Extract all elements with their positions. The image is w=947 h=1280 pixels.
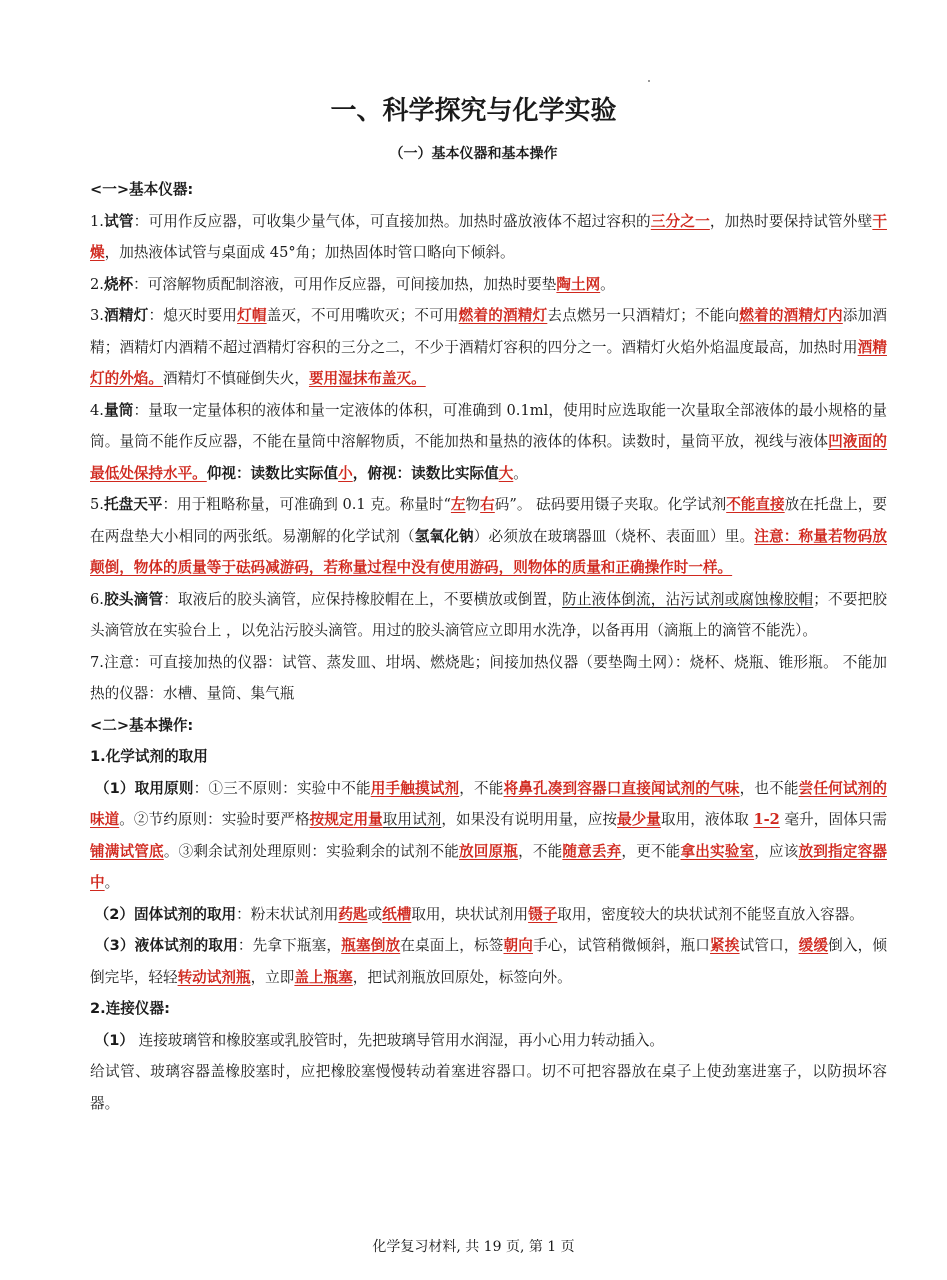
item-dropper: 6.胶头滴管：取液后的胶头滴管，应保持橡胶帽在上，不要横放或倒置，防止液体倒流，沾污试剂或腐蚀橡胶帽；不要把胶头滴管放在实验台上 ，以免沾污胶头滴管。用过的胶头滴管应立即用水洗净，以备再用（滴瓶上的滴管不能洗）。 <box>90 590 887 639</box>
para-connecting-2: 给试管、玻璃容器盖橡胶塞时，应把橡胶塞慢慢转动着塞进容器口。切不可把容器放在桌子上使劲塞进塞子，以防损坏容器。 <box>90 1063 887 1112</box>
subsection-connecting: 2.连接仪器: <box>90 1000 170 1017</box>
para-connecting-1: （1） 连接玻璃管和橡胶塞或乳胶管时，先把玻璃导管用水润湿，再小心用力转动插入。 <box>94 1031 665 1049</box>
page-title: 一、科学探究与化学实验 <box>330 96 617 126</box>
item-balance: 5.托盘天平：用于粗略称量，可准确到 0.1 克。称量时“左物右码”。 砝码要用镊子夹取。化学试剂不能直接放在托盘上，要在两盘垫大小相同的两张纸。易潮解的化学试剂（氢氧化钠）必须放在玻璃器皿（烧杯、表面皿）里。注意：称量若物码放颠倒，物体的质量等于砝码减游码，若称量过程中没有使用游码，则物体的质量和正确操作时一样。 <box>90 496 887 576</box>
item-beaker: 2.烧杯：可溶解物质配制溶液，可用作反应器，可间接加热，加热时要垫陶土网。 <box>90 275 615 293</box>
item-test-tube: 1.试管：可用作反应器，可收集少量气体，可直接加热。加热时盛放液体不超过容积的三分之一，加热时要保持试管外壁干燥，加热液体试管与桌面成 45°角；加热固体时管口略向下倾斜。 <box>90 212 887 261</box>
scan-speck <box>648 80 650 82</box>
page-footer: 化学复习材料, 共 19 页, 第 1 页 <box>372 1239 575 1255</box>
section-heading-instruments: <一>基本仪器: <box>90 181 194 198</box>
page-subtitle: （一）基本仪器和基本操作 <box>389 146 558 162</box>
para-solid-reagents: （2）固体试剂的取用：粉末状试剂用药匙或纸槽取用，块状试剂用镊子取用，密度较大的块状试剂不能竖直放入容器。 <box>94 905 864 923</box>
para-principles: （1）取用原则：①三不原则：实验中不能用手触摸试剂，不能将鼻孔凑到容器口直接闻试剂的气味，也不能尝任何试剂的味道。②节约原则：实验时要严格按规定用量取用试剂，如果没有说明用量，应按最少量取用，液体取 1-2 毫升，固体只需铺满试管底。③剩余试剂处理原则：实验剩余的试剂不能放回原瓶，不能随意丢弃，更不能拿出实验室，应该放到指定容器中。 <box>90 779 887 891</box>
item-note: 7.注意：可直接加热的仪器：试管、蒸发皿、坩埚、燃烧匙；间接加热仪器（要垫陶土网）：烧杯、烧瓶、锥形瓶。 不能加热的仪器：水槽、量筒、集气瓶 <box>90 653 887 702</box>
item-alcohol-lamp: 3.酒精灯：熄灭时要用灯帽盖灭，不可用嘴吹灭；不可用燃着的酒精灯去点燃另一只酒精灯；不能向燃着的酒精灯内添加酒精；酒精灯内酒精不超过酒精灯容积的三分之二，不少于酒精灯容积的四分之一。酒精灯火焰外焰温度最高，加热时用酒精灯的外焰。酒精灯不慎碰倒失火，要用湿抹布盖灭。 <box>90 307 887 387</box>
content-body <box>90 174 887 1119</box>
section-heading-operations: <二>基本操作: <box>90 716 194 734</box>
item-graduated-cylinder: 4.量筒：量取一定量体积的液体和量一定液体的体积，可准确到 0.1ml，使用时应选取能一次量取全部液体的最小规格的量筒。量筒不能作反应器，不能在量筒中溶解物质，不能加热和量热的液体的体积。读数时，量筒平放，视线与液体凹液面的最低处保持水平。仰视：读数比实际值小，俯视：读数比实际值大。 <box>90 401 887 482</box>
subsection-reagent-handling: 1.化学试剂的取用 <box>90 748 208 765</box>
para-liquid-reagents: （3）液体试剂的取用：先拿下瓶塞，瓶塞倒放在桌面上，标签朝向手心，试管稍微倾斜，瓶口紧挨试管口，缓缓倒入，倾倒完毕，轻轻转动试剂瓶，立即盖上瓶塞，把试剂瓶放回原处，标签向外。 <box>90 937 887 986</box>
